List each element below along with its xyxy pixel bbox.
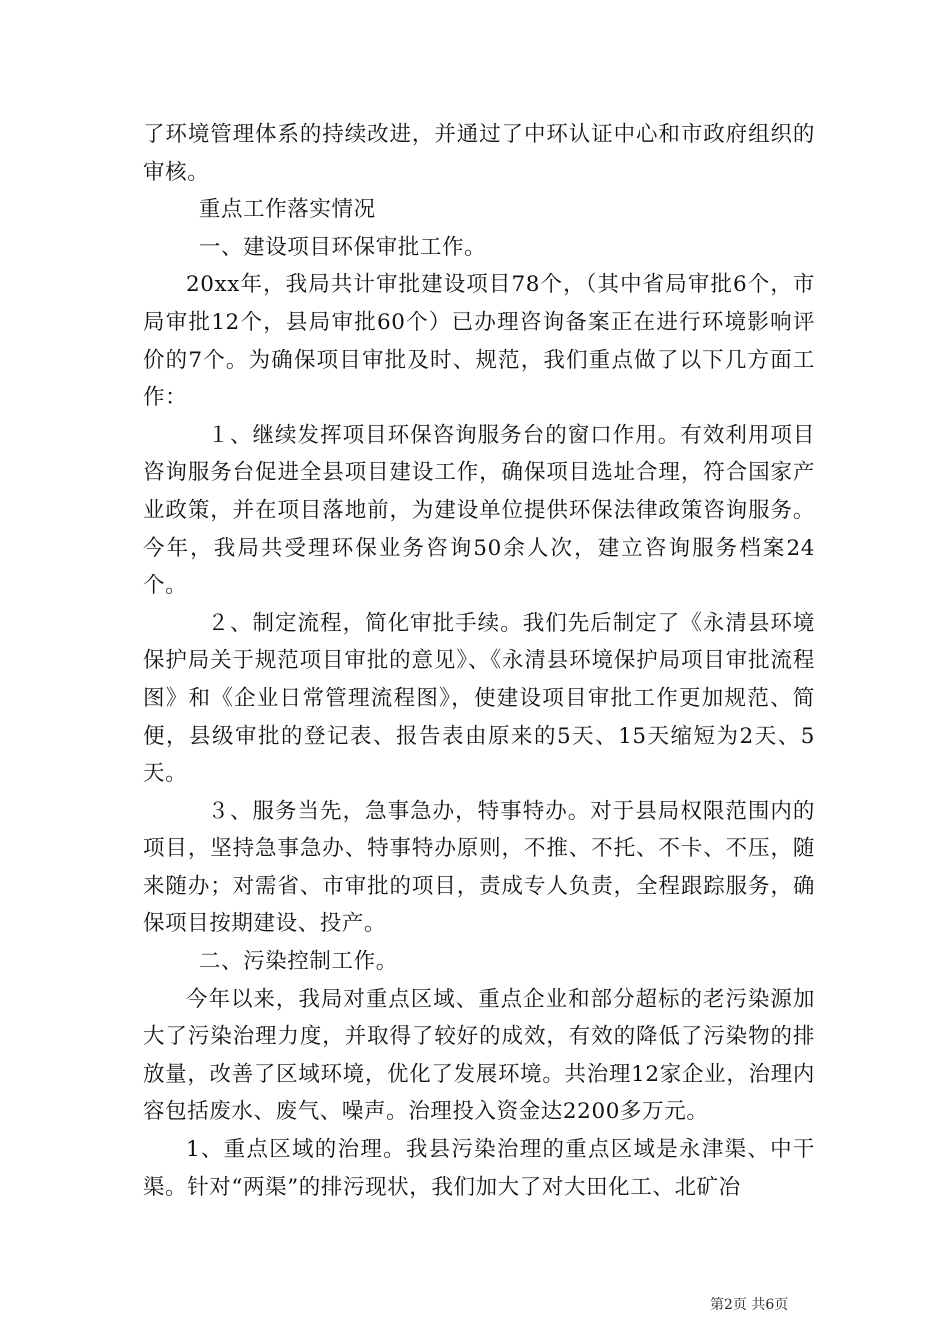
paragraph-item-3: ３、服务当先，急事急办，特事特办。对于县局权限范围内的项目，坚持急事急办、特事特办原则，不推、不托、不卡、不压，随来随办；对需省、市审批的项目，责成专人负责，全程跟踪服务，确保项目按期建设、投产。: [143, 798, 815, 937]
paragraph-key-area: 1、重点区域的治理。我县污染治理的重点区域是永津渠、中干渠。针对“两渠”的排污现状，我们加大了对大田化工、北矿冶: [143, 1137, 815, 1200]
section-heading-key-work: 重点工作落实情况: [198, 197, 376, 223]
paragraph-pollution-summary: 今年以来，我局对重点区域、重点企业和部分超标的老污染源加大了污染治理力度，并取得了较好的成效，有效的降低了污染物的排放量，改善了区域环境，优化了发展环境。共治理12家企业，治理内容包括废水、废气、噪声。治理投入资金达2200多万元。: [143, 986, 815, 1125]
document-body: [143, 116, 815, 1206]
section-heading-approval: 一、建设项目环保审批工作。: [198, 234, 487, 260]
paragraph-item-1: １、继续发挥项目环保咨询服务台的窗口作用。有效利用项目咨询服务台促进全县项目建设工作，确保项目选址合理，符合国家产业政策，并在项目落地前，为建设单位提供环保法律政策咨询服务。今年，我局共受理环保业务咨询50余人次，建立咨询服务档案24个。: [143, 422, 815, 599]
paragraph-item-2: ２、制定流程，简化审批手续。我们先后制定了《永清县环境保护局关于规范项目审批的意见》、《永清县环境保护局项目审批流程图》和《企业日常管理流程图》，使建设项目审批工作更加规范、简便，县级审批的登记表、报告表由原来的5天、15天缩短为2天、5天。: [143, 610, 815, 787]
section-heading-pollution: 二、污染控制工作。: [198, 949, 398, 975]
paragraph-approval-summary: 20xx年，我局共计审批建设项目78个，（其中省局审批6个，市局审批12个，县局审批60个）已办理咨询备案正在进行环境影响评价的7个。为确保项目审批及时、规范，我们重点做了以下几方面工作：: [143, 272, 815, 411]
paragraph-continuation: 了环境管理体系的持续改进，并通过了中环认证中心和市政府组织的审核。: [143, 122, 815, 185]
page-number: 第2页 共6页: [710, 1297, 789, 1313]
